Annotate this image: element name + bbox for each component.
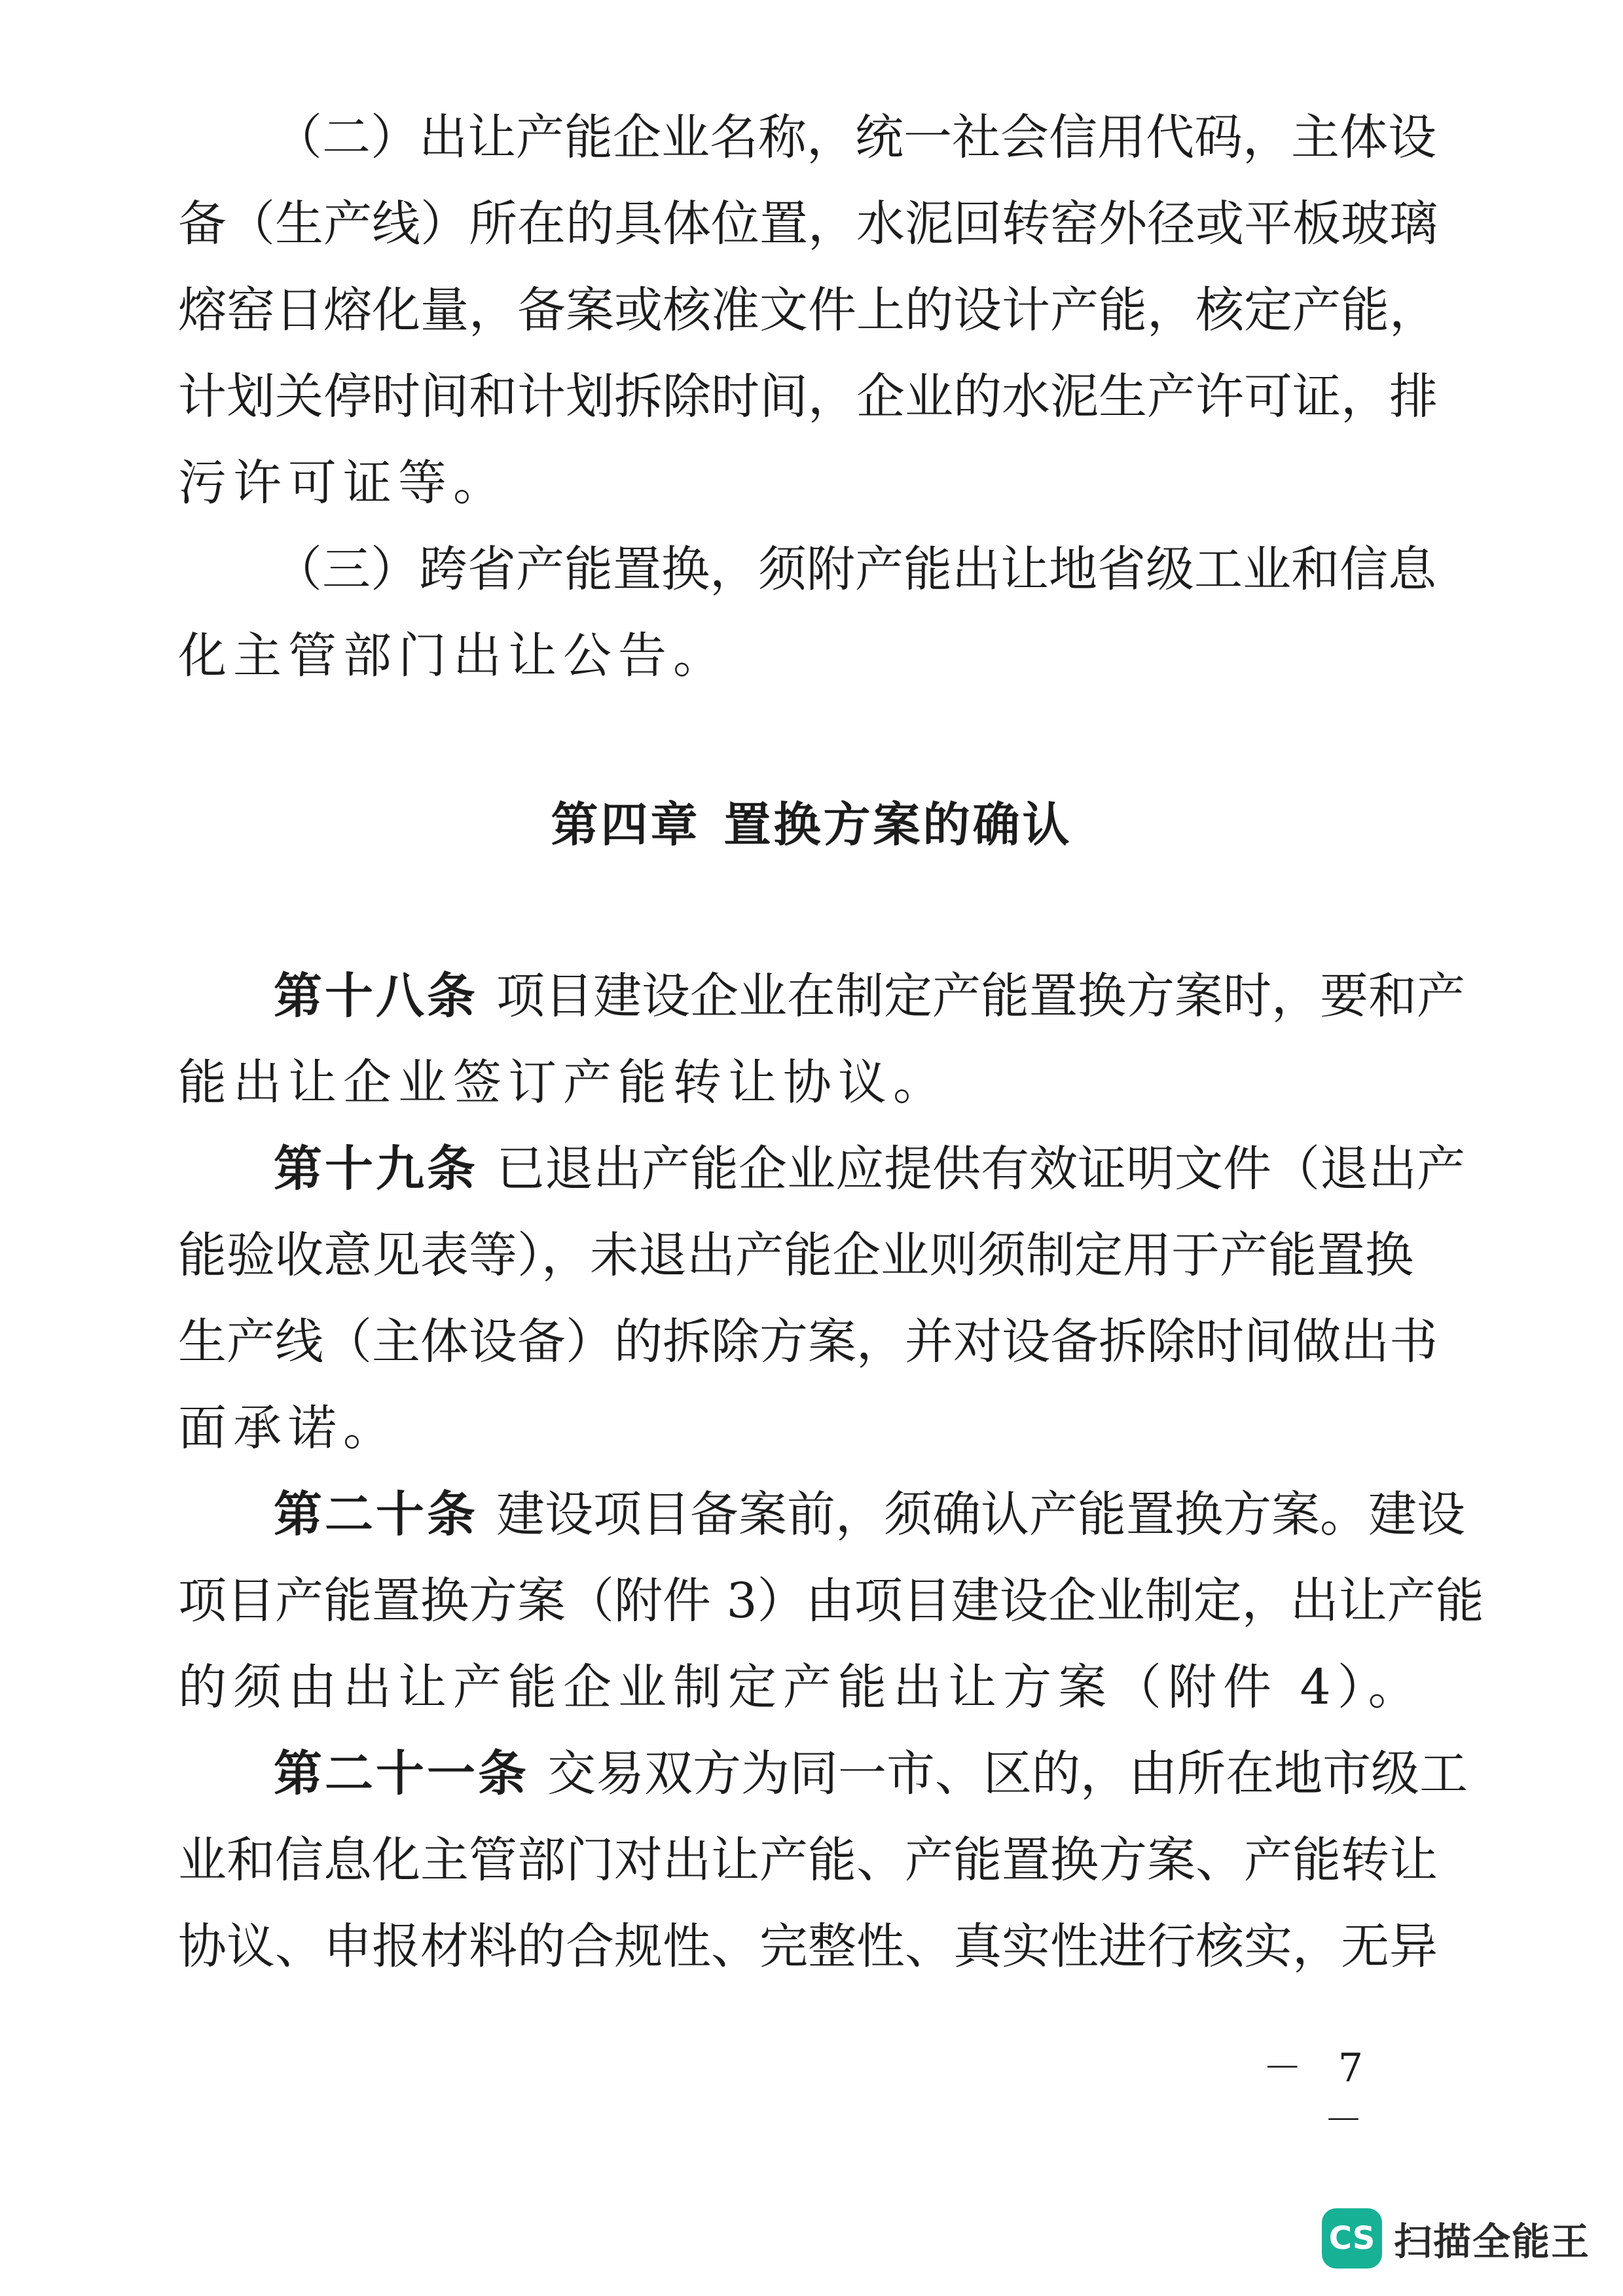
- para-3-line-2: 化主管部门出让公告。: [178, 628, 728, 684]
- article-20-heading: 第二十条: [274, 1486, 478, 1543]
- article-21-line-1: [274, 1741, 1468, 1806]
- article-19-line-1: [274, 1136, 1465, 1202]
- article-18-line-2: 能出让企业签订产能转让协议。: [178, 1054, 948, 1111]
- article-19-heading: 第十九条: [274, 1141, 478, 1197]
- article-18-text-1: 项目建设企业在制定产能置换方案时，要和产: [496, 968, 1465, 1024]
- article-18-heading: 第十八条: [274, 968, 478, 1024]
- article-21-line-3: 协议、申报材料的合规性、完整性、真实性进行核实，无异: [178, 1918, 1438, 1975]
- chapter-number: 第四章: [551, 797, 701, 852]
- page-number: － 7 －: [1262, 2045, 1375, 2144]
- watermark-app-name: 扫描全能王: [1393, 2219, 1590, 2264]
- para-2-line-1: （二）出让产能企业名称，统一社会信用代码，主体设: [274, 109, 1436, 166]
- para-2-line-4: 计划关停时间和计划拆除时间，企业的水泥生产许可证，排: [178, 368, 1438, 425]
- article-19-line-4: 面承诺。: [178, 1400, 398, 1456]
- article-20-line-2: 项目产能置换方案（附件 3）由项目建设企业制定，出让产能: [178, 1573, 1484, 1629]
- para-2-line-2: 备（生产线）所在的具体位置，水泥回转窑外径或平板玻璃: [178, 196, 1438, 252]
- camscanner-logo-icon: CS: [1322, 2208, 1382, 2269]
- article-20-line-1: [274, 1482, 1465, 1547]
- article-19-text-1: 已退出产能企业应提供有效证明文件（退出产: [496, 1141, 1465, 1197]
- article-20-text-1: 建设项目备案前，须确认产能置换方案。建设: [496, 1486, 1465, 1543]
- para-3-line-1: （三）跨省产能置换，须附产能出让地省级工业和信息: [274, 541, 1436, 598]
- para-2-line-3: 熔窑日熔化量，备案或核准文件上的设计产能，核定产能，: [178, 282, 1438, 338]
- article-20-line-3: 的须由出让产能企业制定产能出让方案（附件 4）。: [178, 1659, 1423, 1715]
- chapter-title: 置换方案的确认: [723, 797, 1072, 852]
- para-2-line-5: 污许可证等。: [178, 455, 508, 511]
- chapter-heading: [0, 792, 1623, 857]
- article-19-line-2: 能验收意见表等），未退出产能企业则须制定用于产能置换: [178, 1227, 1413, 1283]
- article-21-line-2: 业和信息化主管部门对出让产能、产能置换方案、产能转让: [178, 1832, 1438, 1888]
- article-21-heading: 第二十一条: [274, 1746, 529, 1802]
- scanner-watermark: [1322, 2204, 1590, 2272]
- article-18-line-1: [274, 963, 1465, 1029]
- article-21-text-1: 交易双方为同一市、区的，由所在地市级工: [547, 1746, 1468, 1802]
- article-19-line-3: 生产线（主体设备）的拆除方案，并对设备拆除时间做出书: [178, 1314, 1438, 1370]
